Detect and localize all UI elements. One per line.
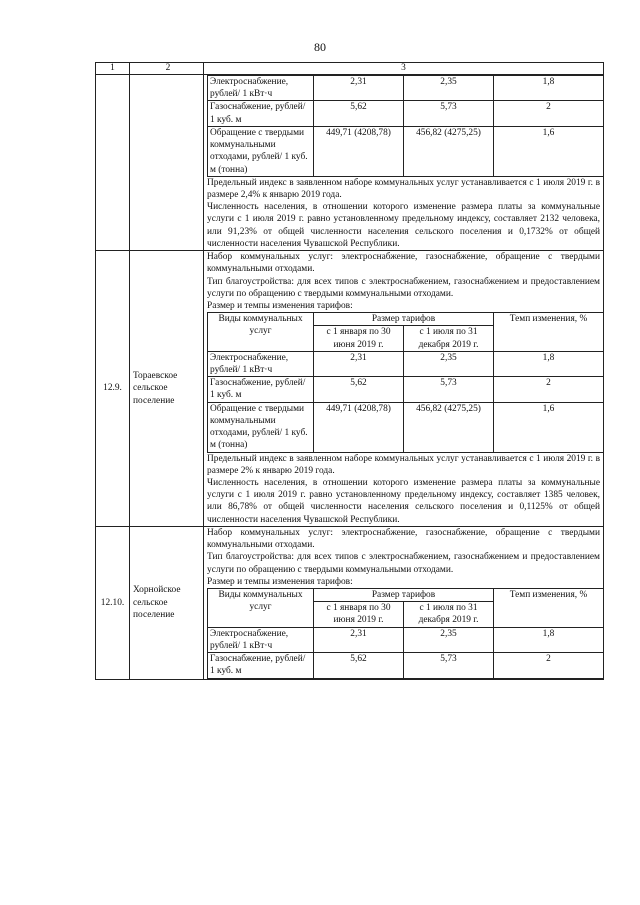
tariff-document-table xyxy=(95,62,604,680)
section-continuation xyxy=(96,75,604,251)
tariff-table xyxy=(207,312,604,452)
improvement-type-text: Тип благоустройства: для всех типов с электроснабжением, газоснабжением и предоставлением услуги по обращению с твердыми коммунальными отходами. xyxy=(207,276,600,299)
row-number: 12.10. xyxy=(96,526,130,679)
tariff-first-half: 2,31 xyxy=(314,351,404,376)
row-number-empty xyxy=(96,75,130,251)
tariff-second-half: 456,82 (4275,25) xyxy=(404,402,494,452)
header-service-kinds: Виды коммунальных услуг xyxy=(208,588,314,627)
header-tariff-size: Размер тарифов xyxy=(314,313,494,326)
improvement-type-text: Тип благоустройства: для всех типов с электроснабжением, газоснабжением и предоставлением услуги по обращению с твердыми коммунальными отходами. xyxy=(207,552,600,575)
settlement-section xyxy=(96,526,604,679)
tariff-second-half: 5,73 xyxy=(404,377,494,402)
row-number: 12.9. xyxy=(96,251,130,527)
services-text: Набор коммунальных услуг: электроснабжение, газоснабжение, обращение с твердыми коммунальными отходами. xyxy=(207,252,600,275)
tariff-first-half: 449,71 (4208,78) xyxy=(314,126,404,176)
header-period-first: с 1 января по 30 июня 2019 г. xyxy=(314,602,404,627)
tariff-second-half: 2,35 xyxy=(404,76,494,101)
service-name: Газоснабжение, рублей/ 1 куб. м xyxy=(208,377,314,402)
tariff-first-half: 2,31 xyxy=(314,76,404,101)
header-period-second: с 1 июля по 31 декабря 2019 г. xyxy=(404,326,494,351)
services-text: Набор коммунальных услуг: электроснабжение, газоснабжение, обращение с твердыми коммунальными отходами. xyxy=(207,527,600,551)
service-name: Газоснабжение, рублей/ 1 куб. м xyxy=(208,101,314,126)
change-rate: 1,8 xyxy=(494,627,604,652)
change-rate: 1,6 xyxy=(494,402,604,452)
tariff-first-half: 5,62 xyxy=(314,377,404,402)
tariff-row xyxy=(208,351,604,376)
settlement-name: Хорнойское сельское поселение xyxy=(130,526,204,679)
tariff-second-half: 2,35 xyxy=(404,351,494,376)
change-rate: 2 xyxy=(494,377,604,402)
service-name: Обращение с твердыми коммунальными отходами, рублей/ 1 куб. м (тонна) xyxy=(208,402,314,452)
change-rate: 2 xyxy=(494,101,604,126)
column-number-3: 3 xyxy=(204,63,604,75)
change-rate: 2 xyxy=(494,653,604,678)
tariff-header-row xyxy=(208,313,604,326)
tariff-second-half: 2,35 xyxy=(404,627,494,652)
column-number-row xyxy=(96,63,604,75)
tariff-row xyxy=(208,653,604,678)
column-number-2: 2 xyxy=(130,63,204,75)
service-name: Электроснабжение, рублей/ 1 кВт·ч xyxy=(208,351,314,376)
column-number-1: 1 xyxy=(96,63,130,75)
service-name: Электроснабжение, рублей/ 1 кВт·ч xyxy=(208,76,314,101)
header-change-rate: Темп изменения, % xyxy=(494,313,604,352)
section-content xyxy=(204,75,604,251)
tariff-row xyxy=(208,627,604,652)
settlement-name: Тораевское сельское поселение xyxy=(130,251,204,527)
tariff-header-row xyxy=(208,588,604,601)
tariff-row xyxy=(208,402,604,452)
settlement-name-empty xyxy=(130,75,204,251)
tariff-second-half: 5,73 xyxy=(404,653,494,678)
tariff-row xyxy=(208,377,604,402)
header-tariff-size: Размер тарифов xyxy=(314,588,494,601)
change-rate: 1,8 xyxy=(494,76,604,101)
tariff-row xyxy=(208,101,604,126)
service-name: Газоснабжение, рублей/ 1 куб. м xyxy=(208,653,314,678)
header-change-rate: Темп изменения, % xyxy=(494,588,604,627)
tariff-size-title: Размер и темпы изменения тарифов: xyxy=(207,300,353,311)
limit-index-text: Предельный индекс в заявленном наборе коммунальных услуг устанавливается с 1 июля 2019 г. в размере 2% к январю 2019 года. xyxy=(207,453,600,476)
service-name: Электроснабжение, рублей/ 1 кВт·ч xyxy=(208,627,314,652)
section-content xyxy=(204,251,604,527)
tariff-second-half: 456,82 (4275,25) xyxy=(404,126,494,176)
population-text: Численность населения, в отношении которого изменение размера платы за коммунальные услуги с 1 июля 2019 г. равно установленному предельному индексу, составляет 1385 человек, или 86,78% от общей численности населения сельского поселения и 0,1125% от общей численности населения Чувашской Республики. xyxy=(207,478,600,525)
header-service-kinds: Виды коммунальных услуг xyxy=(208,313,314,352)
limit-index-text: Предельный индекс в заявленном наборе коммунальных услуг устанавливается с 1 июля 2019 г. в размере 2,4% к январю 2019 года. xyxy=(207,177,600,200)
header-period-second: с 1 июля по 31 декабря 2019 г. xyxy=(404,602,494,627)
tariff-table xyxy=(207,588,604,679)
section-content xyxy=(204,526,604,679)
tariff-first-half: 5,62 xyxy=(314,101,404,126)
tariff-table xyxy=(207,75,604,177)
settlement-section xyxy=(96,251,604,527)
tariff-first-half: 2,31 xyxy=(314,627,404,652)
header-period-first: с 1 января по 30 июня 2019 г. xyxy=(314,326,404,351)
service-name: Обращение с твердыми коммунальными отходами, рублей/ 1 куб. м (тонна) xyxy=(208,126,314,176)
tariff-row xyxy=(208,126,604,176)
tariff-size-title: Размер и темпы изменения тарифов: xyxy=(207,576,353,587)
tariff-row xyxy=(208,76,604,101)
population-text: Численность населения, в отношении которого изменение размера платы за коммунальные услуги с 1 июля 2019 г. равно установленному предельному индексу, составляет 2132 человека, или 91,23% от общей численности населения сельского поселения и 0,1732% от общей численности населения Чувашской Республики. xyxy=(207,202,600,249)
change-rate: 1,8 xyxy=(494,351,604,376)
tariff-second-half: 5,73 xyxy=(404,101,494,126)
page-number: 80 xyxy=(314,40,326,54)
tariff-first-half: 5,62 xyxy=(314,653,404,678)
tariff-first-half: 449,71 (4208,78) xyxy=(314,402,404,452)
change-rate: 1,6 xyxy=(494,126,604,176)
